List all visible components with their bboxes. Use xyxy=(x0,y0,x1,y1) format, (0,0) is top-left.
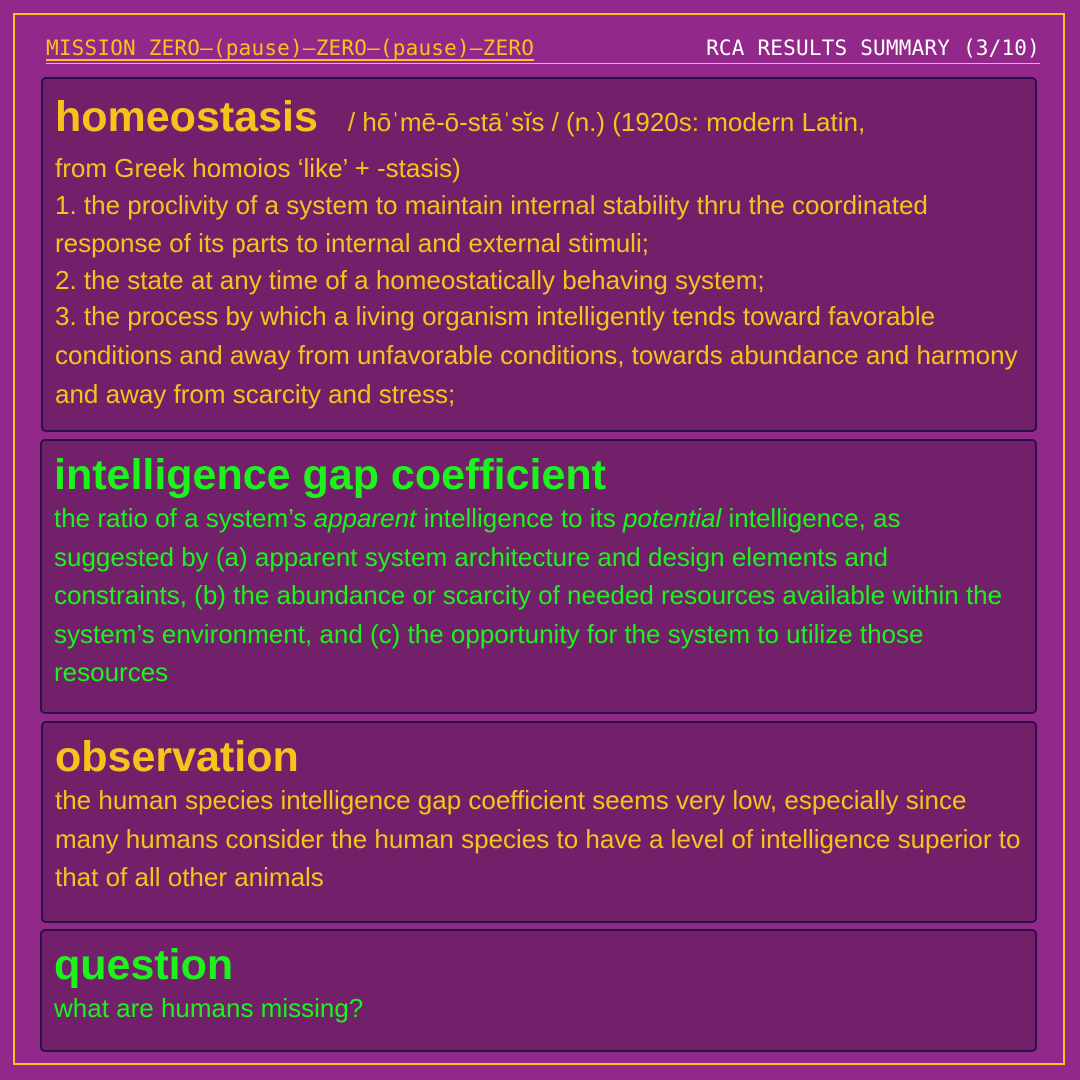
potential-emphasis: potential xyxy=(622,503,722,533)
observation-text: the human species intelligence gap coefficient seems very low, especially since many humans consider the human species to have a level of intelligence superior to that of all other animals xyxy=(55,785,1021,893)
homeostasis-pronunciation: / hōˈmē-ō-stāˈsĭs / (n.) (1920s: modern Latin, xyxy=(347,107,866,137)
apparent-emphasis: apparent xyxy=(313,503,417,533)
homeostasis-definition-3: 3. the process by which a living organism intelligently tends toward favorable conditions and away from unfavorable conditions, towards abundance and harmony and away from scarcity and stress; xyxy=(55,301,1018,409)
homeostasis-term: homeostasis xyxy=(55,93,318,141)
mission-title: MISSION ZERO–(pause)–ZERO–(pause)–ZERO xyxy=(46,36,535,60)
observation-card xyxy=(41,721,1037,923)
question-text: what are humans missing? xyxy=(54,993,364,1023)
question-card xyxy=(40,929,1037,1052)
homeostasis-definition-1: 1. the proclivity of a system to maintain internal stability thru the coordinated response of its parts to internal and external stimuli; xyxy=(55,189,928,259)
header xyxy=(46,36,1040,64)
intelligence-gap-definition: the ratio of a system’s apparent intelligence to its potential intelligence, as suggested by (a) apparent system architecture and design elements and constraints, (b) the abundance or scarcity of needed resources available within the system’s environment, and (c) the opportunity for the system to utilize those resources xyxy=(54,503,1003,688)
homeostasis-heading-line xyxy=(55,93,1023,151)
homeostasis-definition-2: 2. the state at any time of a homeostatically behaving system; xyxy=(55,264,765,295)
rca-summary-label: RCA RESULTS SUMMARY (3/10) xyxy=(706,36,1040,60)
homeostasis-etymology: from Greek homoios ‘like’ + -stasis) xyxy=(55,153,461,183)
question-term: question xyxy=(54,941,234,989)
header-divider xyxy=(46,63,1040,64)
observation-term: observation xyxy=(55,733,299,781)
intelligence-gap-term: intelligence gap coefficient xyxy=(54,451,606,499)
homeostasis-card xyxy=(41,77,1037,432)
intelligence-gap-card xyxy=(40,439,1037,714)
